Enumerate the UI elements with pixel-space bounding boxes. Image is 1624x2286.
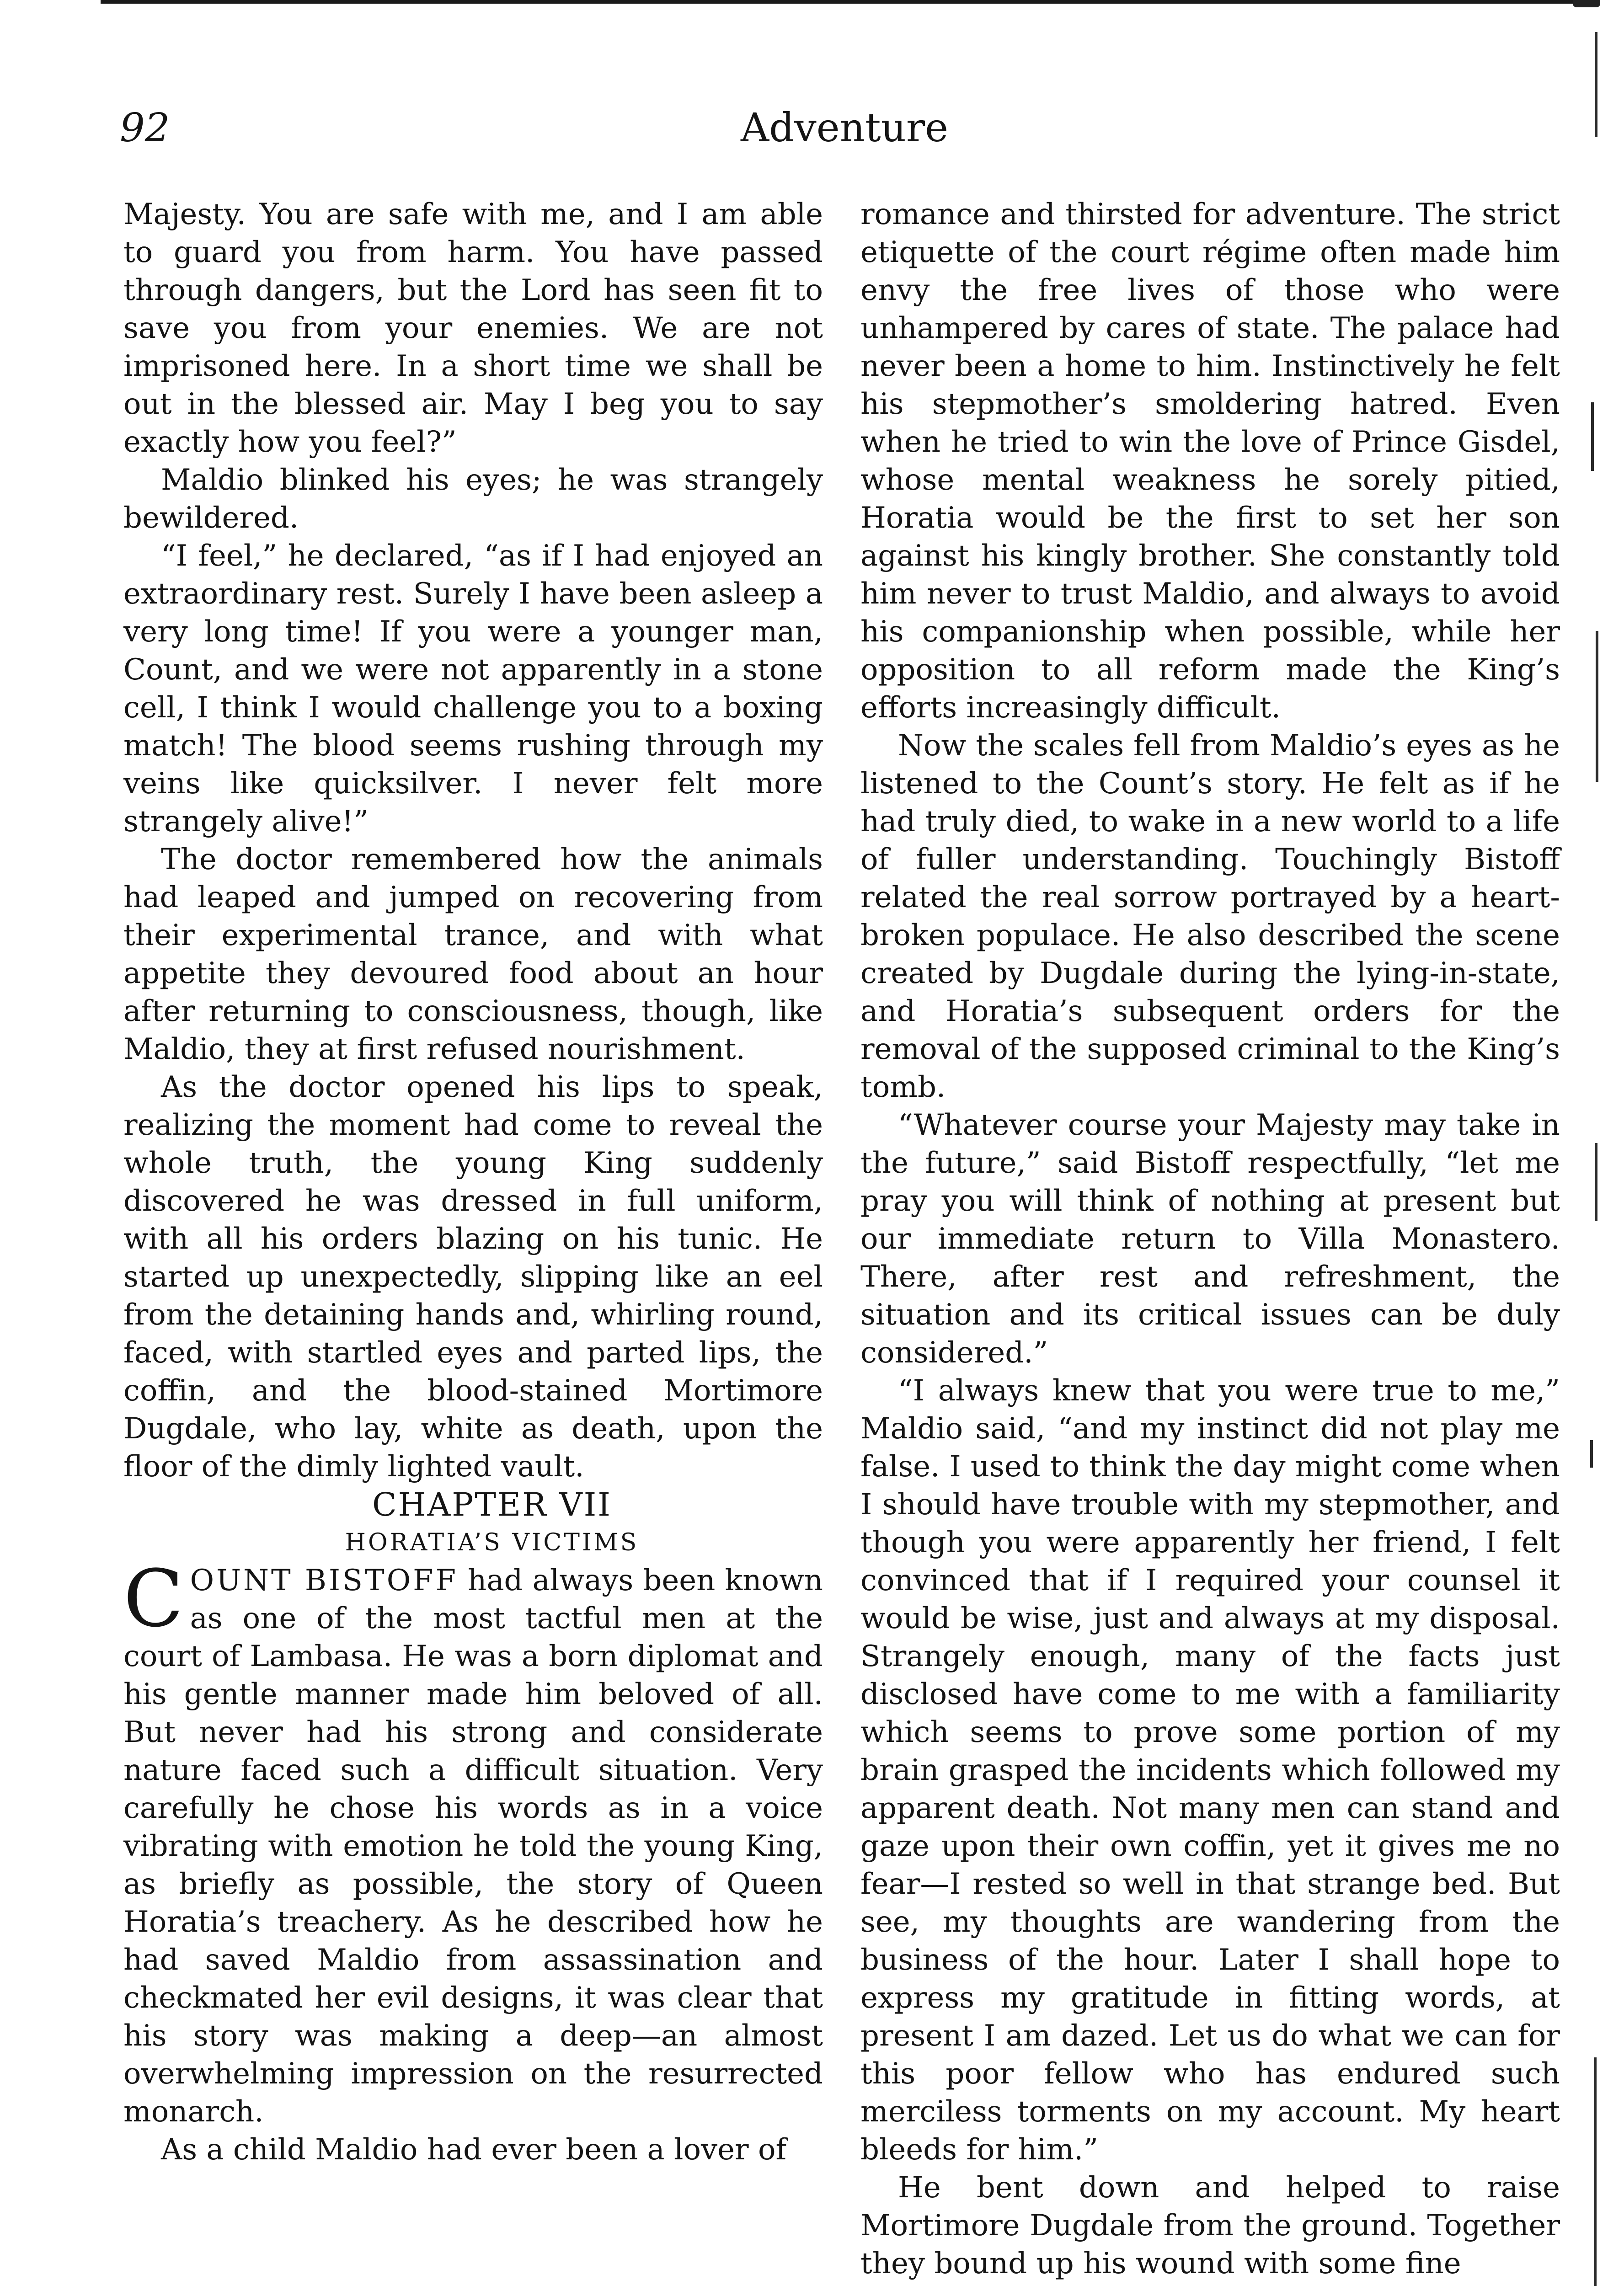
opening-small-caps: OUNT BISTOFF (190, 1564, 458, 1597)
running-title: Adventure (741, 105, 948, 151)
chapter-title: CHAPTER VII (372, 1486, 612, 1523)
drop-cap: C (123, 1553, 184, 1645)
paragraph: The doctor remembered how the animals had leaped and jumped on recovering from their experimental trance, and with what appetite they devoured food about an hour after returning to consciousness, though, like Maldio, they at first refused nourishment. (123, 843, 823, 1066)
paragraph: Maldio blinked his eyes; he was strangely bewildered. (123, 463, 823, 535)
chapter-subtitle: HORATIA’S VICTIMS (345, 1529, 639, 1556)
right-edge-mark (1596, 631, 1598, 782)
paragraph: He bent down and helped to raise Mortimore Dugdale from the ground. Together they bound up his wound with some fine (860, 2171, 1560, 2281)
paragraph: Majesty. You are safe with me, and I am able to guard you from harm. You have passed through dangers, but the Lord has seen fit to save you from your enemies. We are not imprisoned here. In a short time we shall be out in the blessed air. May I beg you to say exactly how you feel?” (123, 198, 823, 459)
right-column (860, 196, 1560, 2283)
page-header (0, 96, 1624, 165)
paragraph: romance and thirsted for adventure. The strict etiquette of the court régime often made him envy the free lives of those who were unhampered by cares of state. The palace had never been a home to him. Instinctively he felt his stepmother’s smoldering hatred. Even when he tried to win the love of Prince Gisdel, whose mental weakness he sorely pitied, Horatia would be the first to set her son against his kingly brother. She constantly told him never to trust Maldio, and always to avoid his companionship when possible, while her opposition to all reform made the King’s efforts increasingly difficult. (860, 198, 1560, 725)
paragraph: Now the scales fell from Maldio’s eyes as he listened to the Count’s story. He felt as if he had truly died, to wake in a new world to a life of fuller understanding. Touchingly Bistoff related the real sorrow portrayed by a heart-broken populace. He also described the scene created by Dugdale during the lying-in-state, and Horatia’s subsequent orders for the removal of the supposed criminal to the King’s tomb. (860, 729, 1560, 1104)
right-edge-mark (1591, 402, 1594, 471)
paragraph: “I always knew that you were true to me,” Maldio said, “and my instinct did not play me false. I used to think the day might come when I should have trouble with my stepmother, and though you were apparently her friend, I felt convinced that if I required your counsel it would be wise, just and always at my disposal. Strangely enough, many of the facts just disclosed have come to me with a familiarity which seems to prove some portion of my brain grasped the incidents which followed my apparent death. Not many men can stand and gaze upon their own coffin, yet it gives me no fear—I rested so well in that strange bed. But see, my thoughts are wandering from the business of the hour. Later I shall hope to express my gratitude in fitting words, at present I am dazed. Let us do what we can for this poor fellow who has endured such merciless torments on my account. My heart bleeds for him.” (860, 1374, 1560, 2167)
paragraph: As the doctor opened his lips to speak, realizing the moment had come to reveal the whole truth, the young King suddenly discovered he was dressed in full uniform, with all his orders blazing on his tunic. He started up unexpectedly, slipping like an eel from the detaining hands and, whirling round, faced, with startled eyes and parted lips, the coffin, and the blood-stained Mortimore Dugdale, who lay, white as death, upon the floor of the dimly lighted vault. (123, 1070, 823, 1484)
top-border-rule (101, 0, 1580, 4)
opening-text: had always been known as one of the most tactful men at the court of Lambasa. He was a born diplomat and his gentle manner made him beloved of all. But never had his strong and considerate nature faced such a difficult situation. Very carefully he chose his words as in a voice vibrating with emotion he told the young King, as briefly as possible, the story of Queen Horatia’s treachery. As he described how he had saved Maldio from assassination and checkmated her evil designs, it was clear that his story was making a deep—an almost overwhelming impression on the resurrected monarch. (123, 1564, 823, 2129)
right-edge-mark (1595, 1143, 1597, 1221)
page-number: 92 (120, 105, 170, 151)
right-edge-mark (1594, 2057, 1597, 2286)
paragraph: “I feel,” he declared, “as if I had enjoyed an extraordinary rest. Surely I have been asleep a very long time! If you were a younger man, Count, and we were not apparently in a stone cell, I think I would challenge you to a boxing match! The blood seems rushing through my veins like quicksilver. I never felt more strangely alive!” (123, 539, 823, 839)
paragraph: “Whatever course your Majesty may take in the future,” said Bistoff respectfully, “let me pray you will think of nothing at present but our immediate return to Villa Monastero. There, after rest and refreshment, the situation and its critical issues can be duly considered.” (860, 1108, 1560, 1370)
right-edge-mark (1590, 1440, 1593, 1468)
left-column (123, 196, 823, 2169)
chapter-opening-paragraph (123, 1553, 823, 2131)
top-corner-mark (1573, 0, 1600, 7)
paragraph: As a child Maldio had ever been a lover of (161, 2133, 787, 2167)
